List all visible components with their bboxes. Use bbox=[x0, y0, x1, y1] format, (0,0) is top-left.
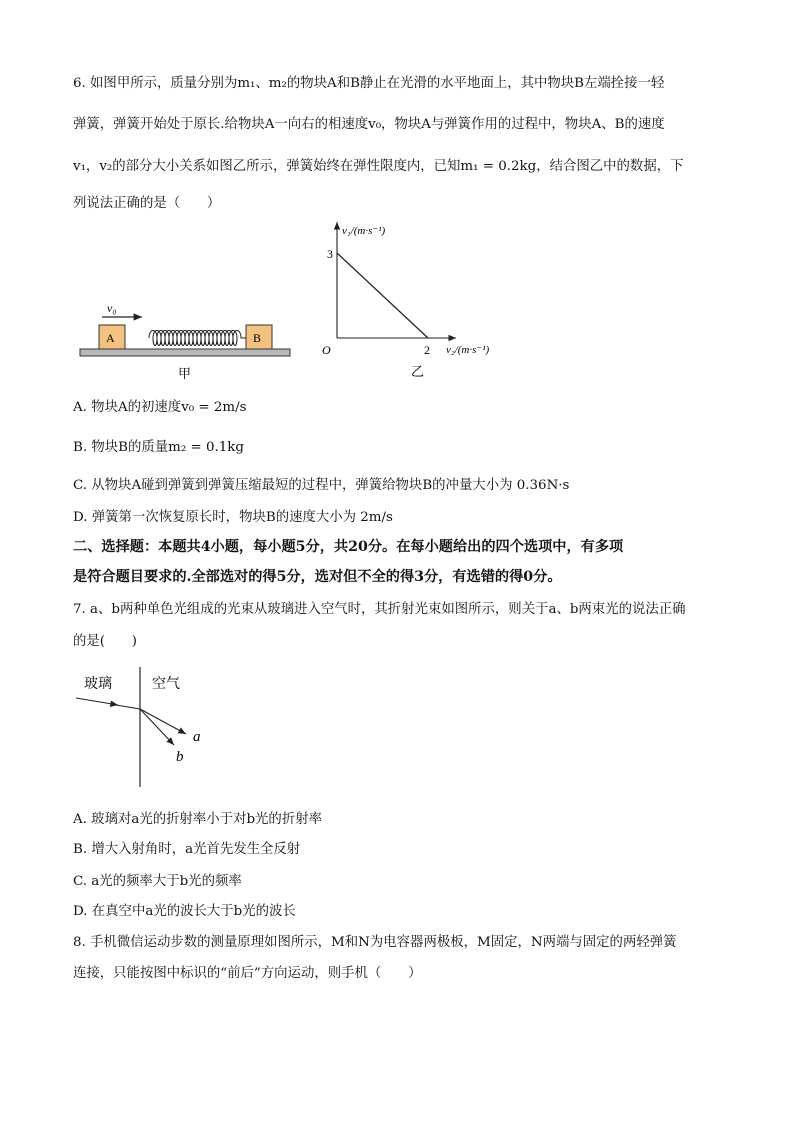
q7-option-c: C. a光的频率大于b光的频率 bbox=[73, 874, 242, 889]
section-2-line-1: 二、选择题：本题共4小题，每小题5分，共20分。在每小题给出的四个选项中，有多项 bbox=[73, 539, 624, 555]
q7-option-a: A. 玻璃对a光的折射率小于对b光的折射率 bbox=[73, 812, 322, 827]
ray-a bbox=[140, 709, 186, 734]
air-label: 空气 bbox=[152, 677, 180, 692]
figure-refraction bbox=[70, 665, 220, 790]
q6-option-d: D. 弹簧第一次恢复原长时，物块B的速度大小为 2m/s bbox=[73, 510, 393, 525]
q8-line-1: 8. 手机微信运动步数的测量原理如图所示，M和N为电容器两极板，M固定，N两端与固定的两轻弹簧 bbox=[73, 935, 677, 950]
y-axis-label: v₁/(m·s⁻¹) bbox=[342, 225, 386, 237]
section-2-line-2: 是符合题目要求的.全部选对的得5分，选对但不全的得3分，有选错的得0分。 bbox=[73, 569, 562, 585]
q7-line-1: 7. a、b两种单色光组成的光束从玻璃进入空气时，其折射光束如图所示，则关于a、b两束光的说法正确 bbox=[73, 602, 686, 617]
incident-ray bbox=[76, 698, 118, 705]
incident-ray-tail bbox=[116, 705, 140, 709]
glass-label: 玻璃 bbox=[84, 677, 112, 692]
block-b-label: B bbox=[253, 331, 262, 345]
q7-option-b: B. 增大入射角时，a光首先发生全反射 bbox=[73, 842, 301, 857]
q8-line-2: 连接，只能按图中标识的“前后”方向运动，则手机（ ） bbox=[73, 966, 422, 981]
ray-b-label: b bbox=[176, 749, 184, 765]
ray-b bbox=[140, 709, 174, 745]
q6-line-2: 弹簧，弹簧开始处于原长.给物块A一向右的相速度v₀，物块A与弹簧作用的过程中，物块A、B的速度 bbox=[73, 117, 665, 132]
q6-option-c: C. 从物块A碰到弹簧到弹簧压缩最短的过程中，弹簧给物块B的冲量大小为 0.36N·s bbox=[73, 478, 570, 493]
v1-v2-line bbox=[337, 253, 428, 338]
figure-jia bbox=[70, 290, 310, 385]
q6-line-1: 6. 如图甲所示，质量分别为m₁、m₂的物块A和B静止在光滑的水平地面上，其中物块B左端拴接一轻 bbox=[73, 76, 665, 91]
spring bbox=[149, 331, 246, 346]
ray-a-label: a bbox=[193, 729, 201, 745]
q6-line-4: 列说法正确的是（ ） bbox=[73, 196, 221, 211]
q7-option-d: D. 在真空中a光的波长大于b光的波长 bbox=[73, 904, 296, 919]
block-a-label: A bbox=[106, 331, 115, 345]
y-tick-label: 3 bbox=[327, 247, 333, 261]
q6-option-b: B. 物块B的质量m₂ = 0.1kg bbox=[73, 440, 244, 455]
x-axis-label: v₂/(m·s⁻¹) bbox=[446, 344, 490, 356]
q6-option-a: A. 物块A的初速度v₀ = 2m/s bbox=[73, 400, 247, 415]
x-tick-label: 2 bbox=[424, 343, 430, 357]
ground-surface bbox=[80, 349, 290, 356]
v0-label: v₀ bbox=[107, 301, 117, 315]
origin-label: O bbox=[322, 343, 331, 357]
figure-yi-caption: 乙 bbox=[411, 364, 425, 379]
q6-line-3: v₁，v₂的部分大小关系如图乙所示，弹簧始终在弹性限度内，已知m₁ = 0.2kg，结合图乙中的数据，下 bbox=[73, 159, 684, 174]
q7-line-2: 的是( ) bbox=[73, 634, 138, 649]
figure-yi bbox=[318, 218, 518, 383]
figure-jia-caption: 甲 bbox=[178, 366, 192, 381]
